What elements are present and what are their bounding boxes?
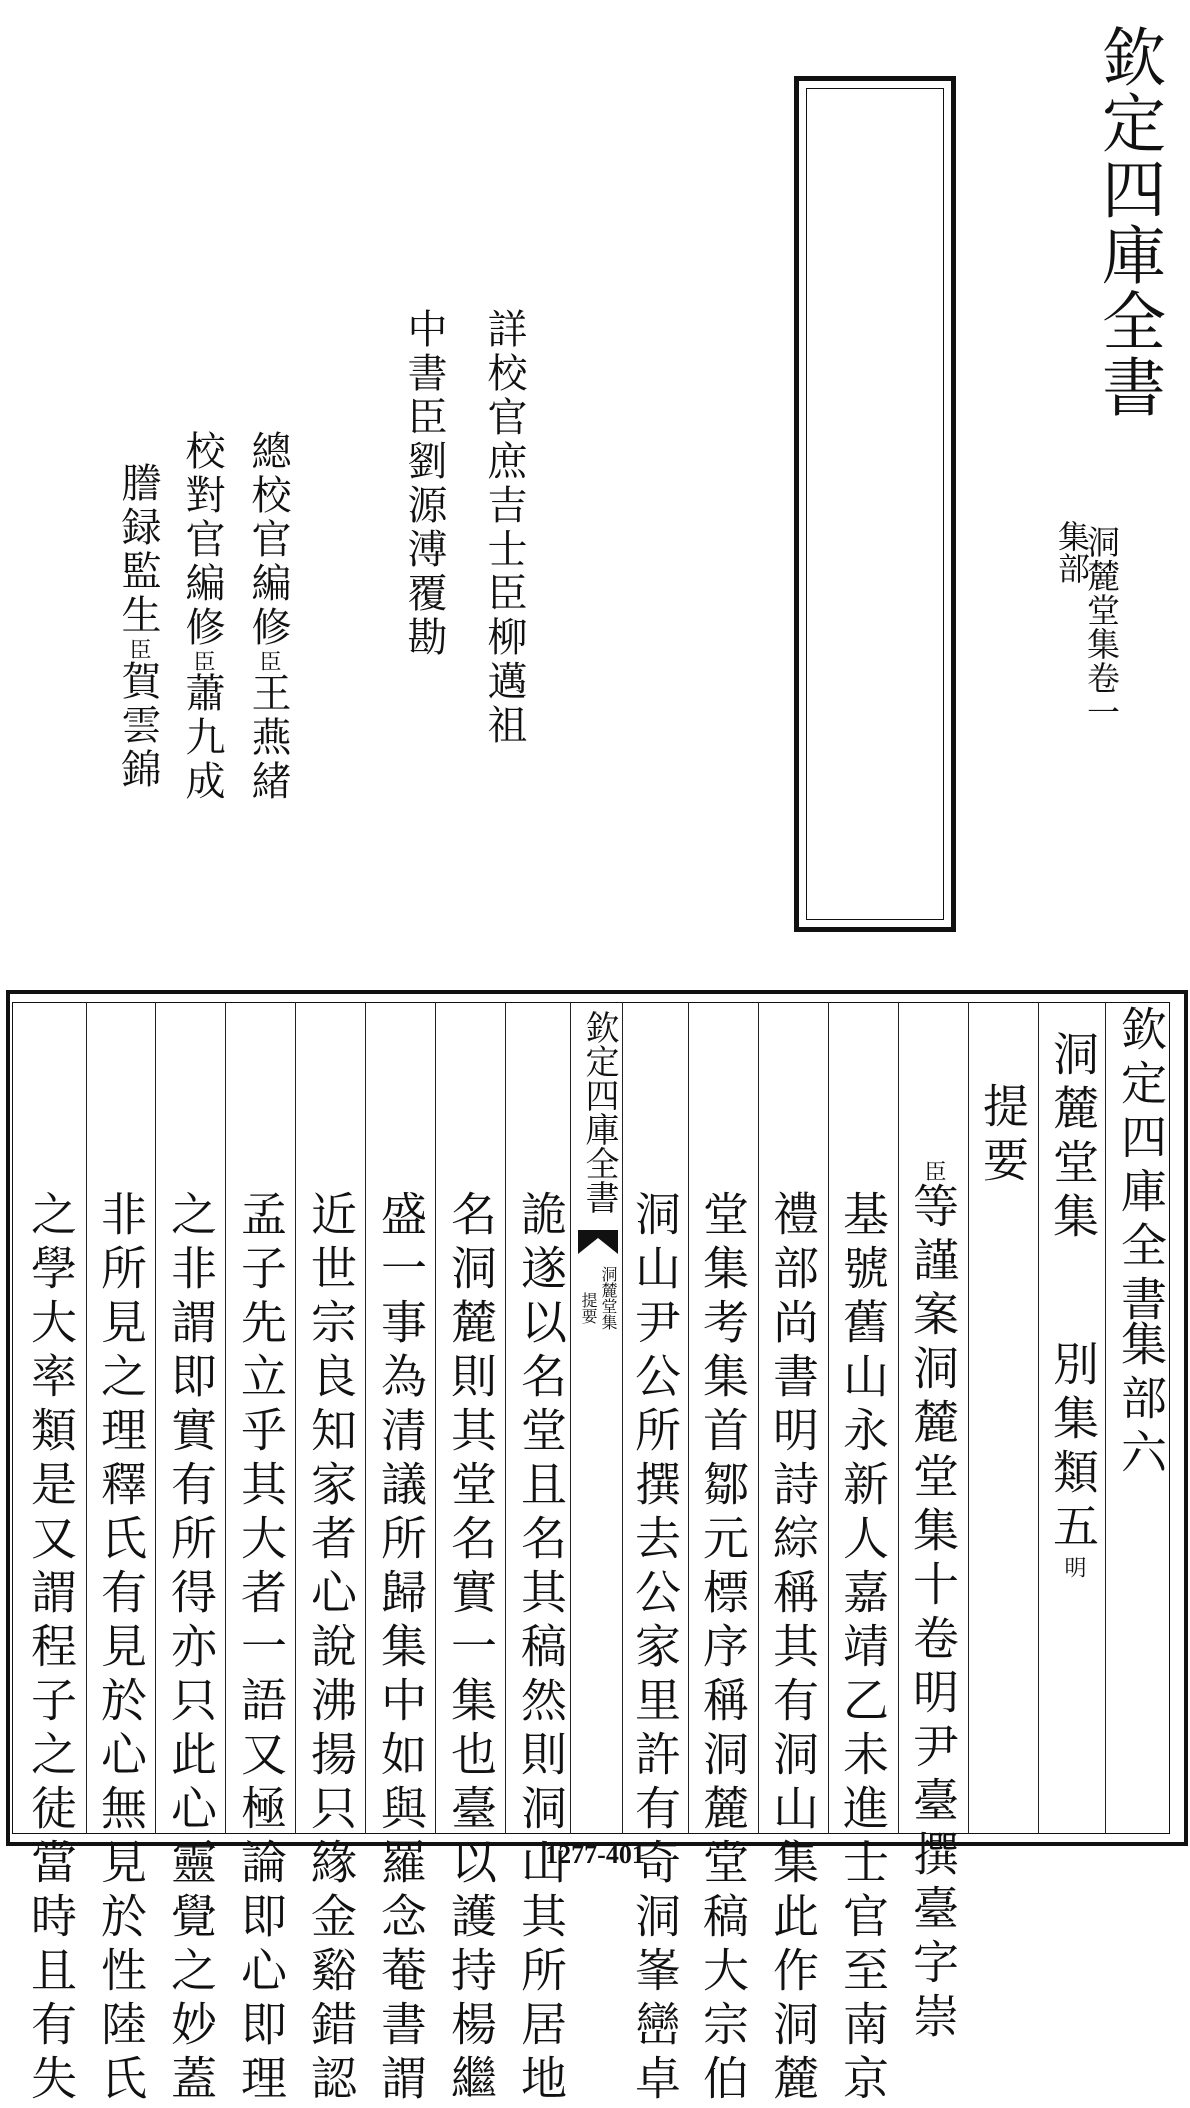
column-rule [435,1002,436,1834]
credit-collator-title: 校對官編修 [179,430,225,650]
text-line-4: 堂集考集首鄒元標序稱洞麓堂稿大宗伯 [696,1190,750,2108]
credit-copyist-name: 賀雲錦 [115,660,161,792]
column-rule [505,1002,506,1834]
credit-chief-editor-title: 總校官編修 [245,430,291,650]
page-header-title: 欽定四庫全書 [1114,1005,1168,1329]
slip-title: 欽定四庫全書 [1091,24,1165,420]
text-line-8: 盛一事為清議所歸集中如與羅念菴書謂 [374,1190,428,2108]
category-text: 別集類五 [1046,1340,1100,1556]
text-line-6: 詭遂以名堂且名其稿然則洞山其所居地 [514,1190,568,2108]
text-line-1-body: 等謹案洞麓堂集十卷明尹臺撰臺字崇 [906,1182,960,2046]
column-rule [828,1002,829,1834]
text-line-1 [900,1160,966,2046]
subject-mark: 臣 [126,638,151,660]
column-rule [365,1002,366,1834]
page-header-section: 集部六 [1114,1320,1168,1482]
text-line-5: 洞山尹公所撰去公家里許有奇洞峯巒卓 [628,1190,682,2108]
subject-mark: 臣 [256,650,281,672]
text-line-13: 之學大率類是又謂程子之徒當時且有失 [24,1190,78,2108]
credit-copyist [115,462,161,792]
credit-chief-editor [245,430,291,804]
column-rule [155,1002,156,1834]
margin-title: 欽定四庫全書 [579,1010,619,1214]
column-rule [86,1002,87,1834]
column-rule [688,1002,689,1834]
text-line-9: 近世宗良知家者心說沸揚只緣金谿錯認 [304,1190,358,2108]
text-line-10: 孟子先立乎其大者一語又極論即心即理 [234,1190,288,2108]
text-line-12: 非所見之理釋氏有見於心無見於性陸氏 [94,1190,148,2108]
credit-collator [179,430,225,804]
fish-tail-mark [578,1230,618,1254]
category [1040,1340,1106,1578]
subject-mark: 臣 [190,650,215,672]
book-title: 洞麓堂集 [1046,1030,1100,1246]
page-number: 1277-401 [545,1840,645,1869]
text-line-2: 基號舊山永新人嘉靖乙未進士官至南京 [836,1190,890,2108]
column-rule [968,1002,969,1834]
column-rule [898,1002,899,1834]
column-rule [225,1002,226,1834]
credit-proofreader: 詳校官庶吉士臣柳邁祖 [481,308,527,748]
credit-chief-editor-name: 王燕緒 [245,672,291,804]
margin-sub-tiyao: 提要 [579,1292,598,1324]
slip-section: 集部 [1053,520,1091,584]
column-rule [295,1002,296,1834]
column-rule [758,1002,759,1834]
credit-collator-name: 蕭九成 [179,672,225,804]
tiyao-heading: 提要 [976,1082,1030,1190]
credit-copyist-title: 謄録監生 [115,462,161,638]
text-line-7: 名洞麓則其堂名實一集也臺以護持楊繼 [444,1190,498,2108]
subject-mark: 臣 [921,1160,946,1182]
column-rule [1038,1002,1039,1834]
credit-reviewer: 中書臣劉源溥覆勘 [401,308,447,660]
slip-volume: 洞麓堂集卷一 [1082,525,1121,729]
category-note: 明 [1061,1556,1086,1578]
margin-sub-book: 洞麓堂集 [599,1266,618,1330]
text-line-11: 之非謂即實有所得亦只此心靈覺之妙蓋 [164,1190,218,2108]
title-slip [794,76,956,932]
text-line-3: 禮部尚書明詩綜稱其有洞山集此作洞麓 [766,1190,820,2108]
